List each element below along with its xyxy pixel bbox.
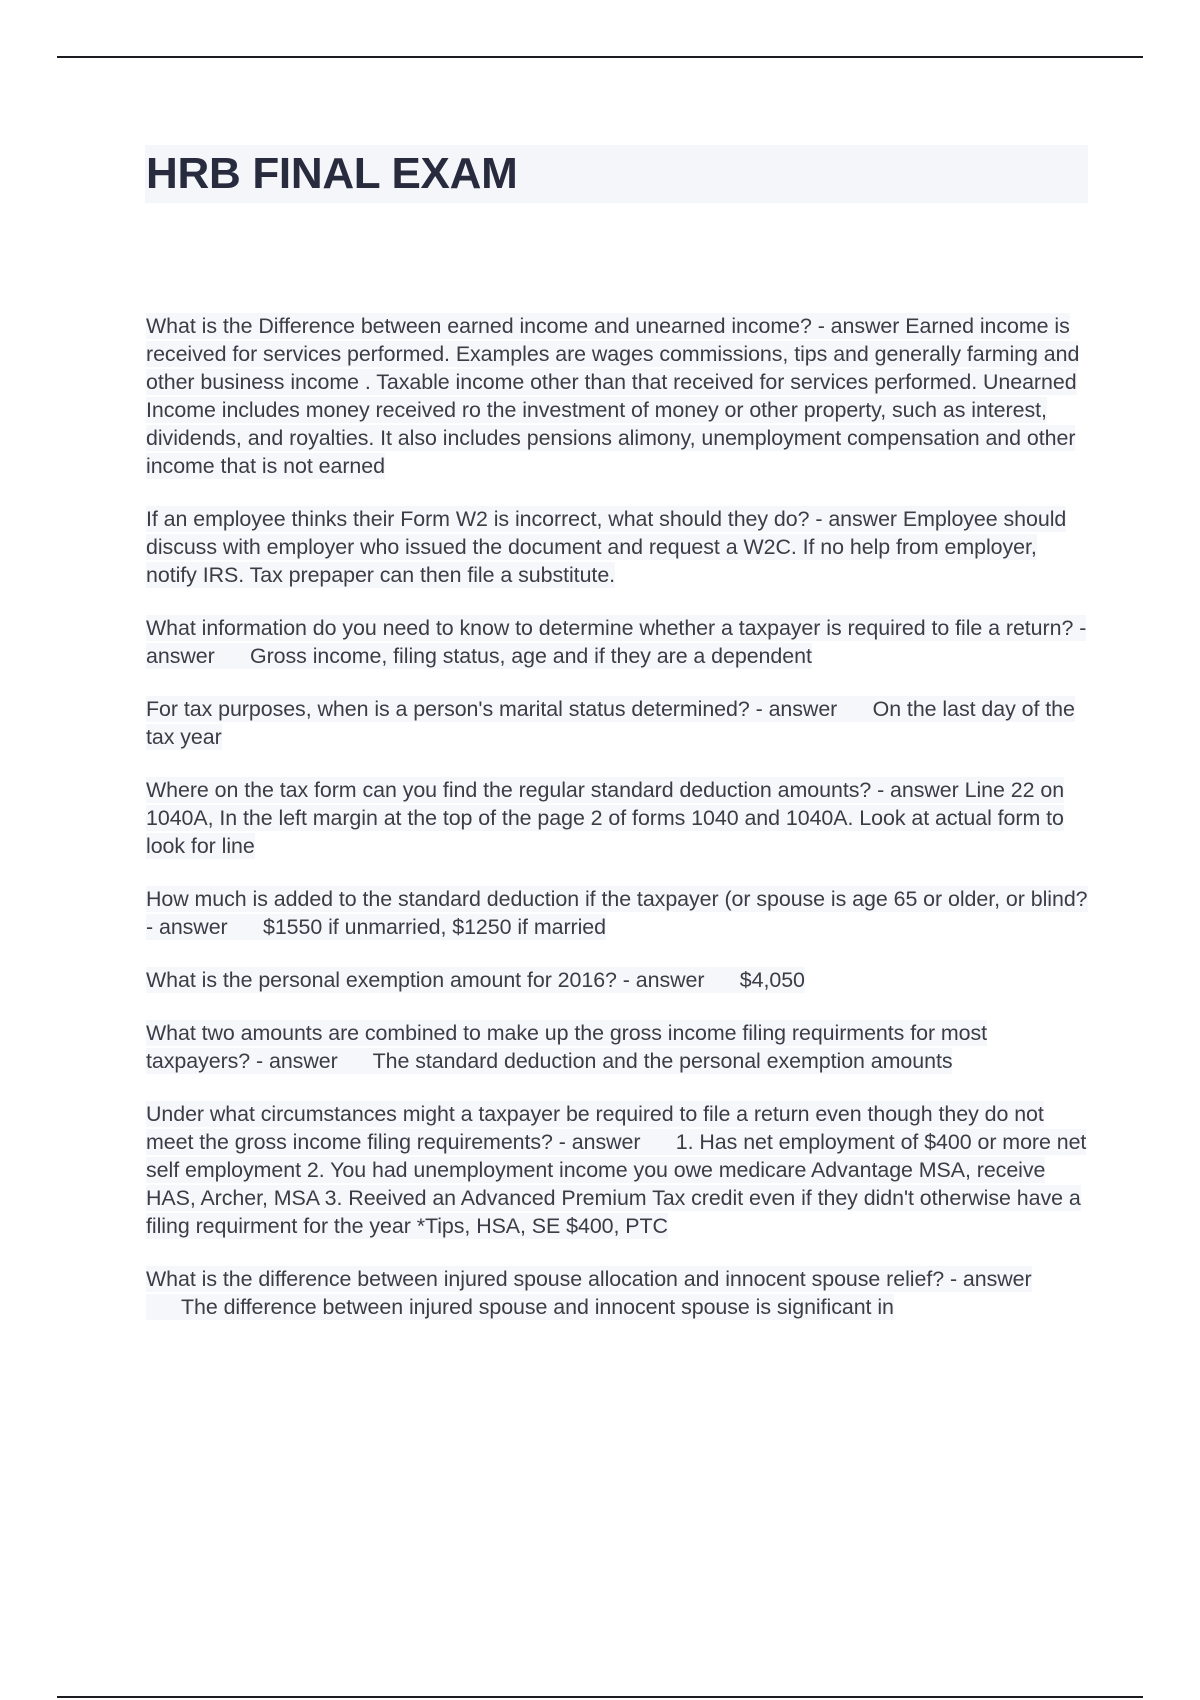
answer-text: The difference between injured spouse and innocent spouse is significant in (180, 1295, 894, 1319)
document-title: HRB FINAL EXAM (146, 149, 518, 198)
qa-list (146, 312, 1091, 1346)
qa-item (146, 1265, 1091, 1321)
question-text: If an employee thinks their Form W2 is incorrect, what should they do? - answer (146, 507, 897, 531)
question-text: For tax purposes, when is a person's marital status determined? - answer (146, 697, 838, 721)
answer-text: On the last day of the tax year (146, 697, 1075, 749)
qa-item (146, 885, 1091, 941)
question-text: Under what circumstances might a taxpayer be required to file a return even though they do not meet the gross income filing requirements? - answer (146, 1102, 1044, 1154)
answer-text: Earned income is received for services performed. Examples are wages commissions, tips and generally farming and other business income . Taxable income other than that received for services performed. Unearned Income includes money received ro the investment of money or other property, such as interest, dividends, and royalties. It also includes pensions alimony, unemployment compensation and other income that is not earned (146, 314, 1080, 478)
top-rule (57, 56, 1143, 58)
question-text: Where on the tax form can you find the regular standard deduction amounts? - answer (146, 778, 959, 802)
answer-text: $4,050 (739, 968, 805, 992)
answer-text: $1550 if unmarried, $1250 if married (262, 915, 607, 939)
qa-item (146, 312, 1091, 480)
qa-item (146, 776, 1091, 860)
bottom-rule (57, 1696, 1143, 1698)
question-text: What is the difference between injured spouse allocation and innocent spouse relief? - answer (146, 1267, 1032, 1291)
question-text: What is the Difference between earned income and unearned income? - answer (146, 314, 900, 338)
answer-text: The standard deduction and the personal exemption amounts (372, 1049, 953, 1073)
question-text: What is the personal exemption amount for 2016? - answer (146, 968, 705, 992)
qa-item (146, 1100, 1091, 1240)
answer-text: Gross income, filing status, age and if they are a dependent (250, 644, 812, 668)
qa-item (146, 695, 1091, 751)
answer-text: 1. Has net employment of $400 or more net self employment 2. You had unemployment income you owe medicare Advantage MSA, receive HAS, Archer, MSA 3. Reeived an Advanced Premium Tax credit even if they didn't otherwise have a filing requirment for the year *Tips, HSA, SE $400, PTC (146, 1130, 1087, 1238)
qa-item (146, 505, 1091, 589)
question-text: What information do you need to know to determine whether a taxpayer is required to file a return? - answer (146, 616, 1087, 668)
question-text: What two amounts are combined to make up the gross income filing requirments for most taxpayers? - answer (146, 1021, 988, 1073)
answer-text: Line 22 on 1040A, In the left margin at the top of the page 2 of forms 1040 and 1040A. Look at actual form to look for line (146, 778, 1065, 858)
question-text: How much is added to the standard deduction if the taxpayer (or spouse is age 65 or older, or blind? - answer (146, 887, 1088, 939)
qa-item (146, 966, 1091, 994)
qa-item (146, 614, 1091, 670)
answer-text: Employee should discuss with employer who issued the document and request a W2C. If no help from employer, notify IRS. Tax prepaper can then file a substitute. (146, 507, 1067, 587)
qa-item (146, 1019, 1091, 1075)
